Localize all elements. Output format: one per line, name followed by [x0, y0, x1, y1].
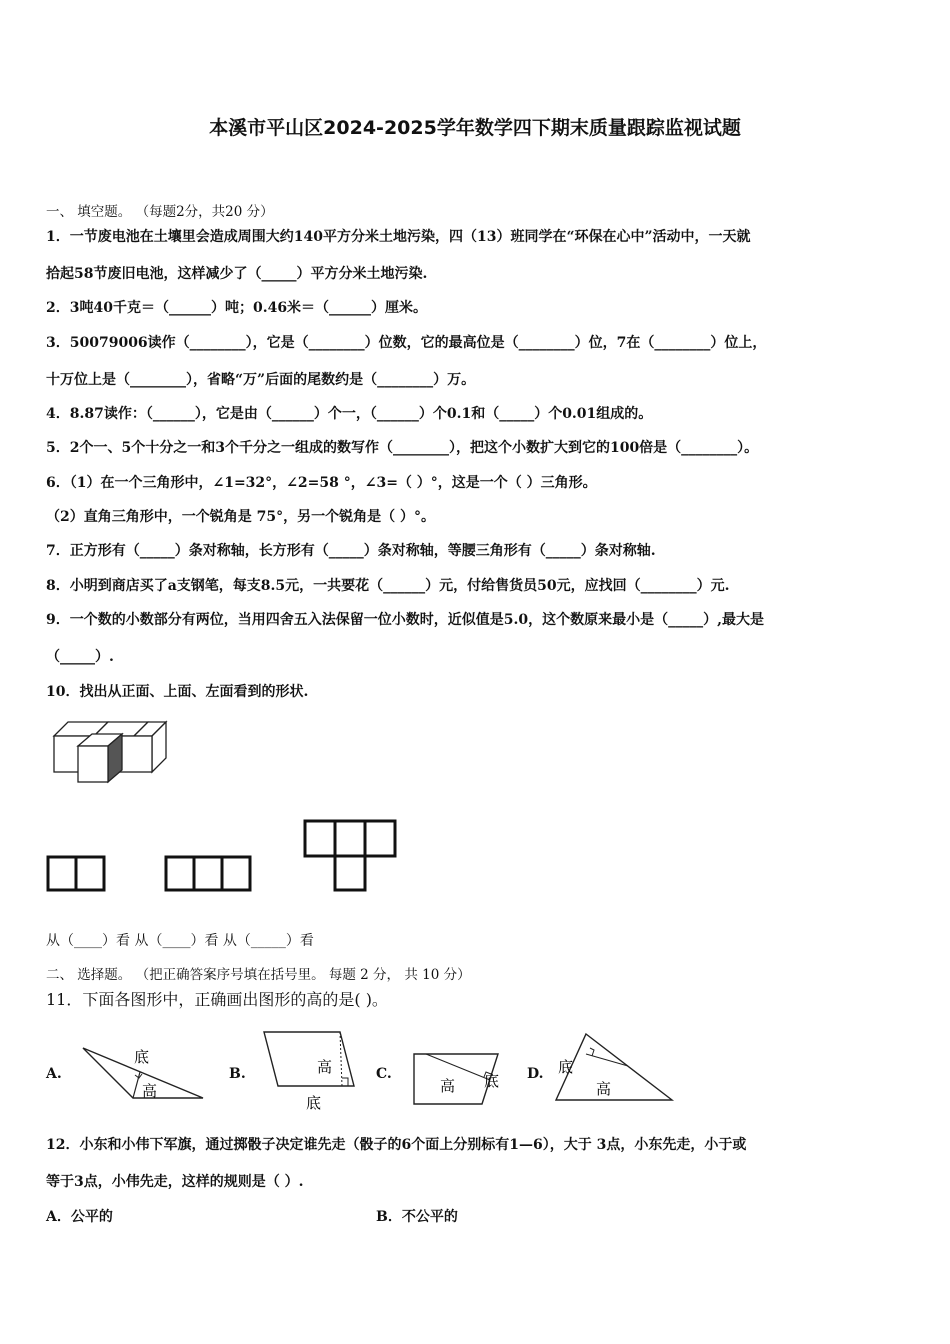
view-shape-t-shape: [303, 819, 397, 893]
question-10-view-answers: 从（____）看 从（____）看 从（_____）看: [46, 933, 314, 949]
question-3-line-1: 3．50079006读作（________），它是（________）位数，它的最高位是（________）位，7在（________）位上，: [46, 335, 767, 351]
question-12-option-b: B．不公平的: [376, 1209, 458, 1225]
option-c-base-label: 底: [484, 1072, 500, 1090]
page-title: 本溪市平山区2024-2025学年数学四下期末质量跟踪监视试题: [209, 117, 741, 139]
option-c-height-label: 高: [440, 1077, 456, 1095]
question-12-line-2: 等于3点，小伟先走，这样的规则是（ ）.: [46, 1174, 304, 1190]
question-12-option-a: A．公平的: [46, 1209, 113, 1225]
question-11: 11．下面各图形中，正确画出图形的高的是( )。: [46, 990, 388, 1009]
option-a-label: A.: [46, 1066, 62, 1082]
question-2: 2．3吨40千克＝（______）吨；0.46米＝（______）厘米。: [46, 300, 428, 316]
question-9-line-2: （_____）.: [46, 649, 114, 665]
view-shape-three-squares: [164, 855, 254, 893]
question-8: 8．小明到商店买了a支钢笔，每支8.5元，一共要花（______）元，付给售货员50元，应找回（________）元.: [46, 578, 730, 594]
section-2-heading: 二、 选择题。 （把正确答案序号填在括号里。 每题 2 分， 共 10 分）: [46, 967, 471, 983]
option-a-triangle-figure: [78, 1040, 208, 1106]
question-10: 10．找出从正面、上面、左面看到的形状.: [46, 684, 309, 700]
question-9-line-1: 9．一个数的小数部分有两位，当用四舍五入法保留一位小数时，近似值是5.0，这个数原来最小是（_____）,最大是: [46, 612, 764, 628]
option-a-height-label: 高: [142, 1082, 158, 1100]
option-a-base-label: 底: [134, 1048, 150, 1066]
option-d-label: D.: [527, 1066, 544, 1082]
question-3-line-2: 十万位上是（________），省略“万”后面的尾数约是（________）万。: [46, 372, 476, 388]
option-b-base-label: 底: [306, 1094, 322, 1112]
view-shape-two-squares: [46, 855, 108, 893]
option-b-parallelogram-figure: [258, 1028, 362, 1112]
option-d-base-label: 底: [558, 1058, 574, 1076]
option-b-label: B.: [229, 1066, 246, 1082]
option-b-height-label: 高: [317, 1058, 333, 1076]
option-c-label: C.: [376, 1066, 392, 1082]
question-7: 7．正方形有（_____）条对称轴，长方形有（_____）条对称轴，等腰三角形有（_____）条对称轴.: [46, 543, 656, 559]
question-6-part-2: （2）直角三角形中，一个锐角是 75°，另一个锐角是（ ）°。: [46, 509, 435, 525]
cube-stack-figure: [50, 718, 172, 784]
question-1-line-2: 拾起58节废旧电池，这样减少了（_____）平方分米土地污染.: [46, 266, 428, 282]
question-5: 5．2个一、5个十分之一和3个千分之一组成的数写作（________），把这个小数扩大到它的100倍是（________）。: [46, 440, 759, 456]
section-1-heading: 一、 填空题。 （每题2分，共20 分）: [46, 204, 274, 220]
question-6-part-1: 6．（1）在一个三角形中，∠1=32°，∠2=58 °，∠3=（ ）°，这是一个（ ）三角形。: [46, 475, 597, 491]
option-d-triangle-figure: [552, 1030, 678, 1106]
question-12-line-1: 12．小东和小伟下军旗，通过掷骰子决定谁先走（骰子的6个面上分别标有1—6），大于 3点，小东先走，小于或: [46, 1137, 747, 1153]
option-d-height-label: 高: [596, 1080, 612, 1098]
question-4: 4．8.87读作：（______），它是由（______）个一，（______）个0.1和（_____）个0.01组成的。: [46, 406, 653, 422]
question-1-line-1: 1．一节废电池在土壤里会造成周围大约140平方分米土地污染，四（13）班同学在“环保在心中”活动中，一天就: [46, 229, 751, 245]
option-c-parallelogram-figure: [406, 1046, 516, 1108]
